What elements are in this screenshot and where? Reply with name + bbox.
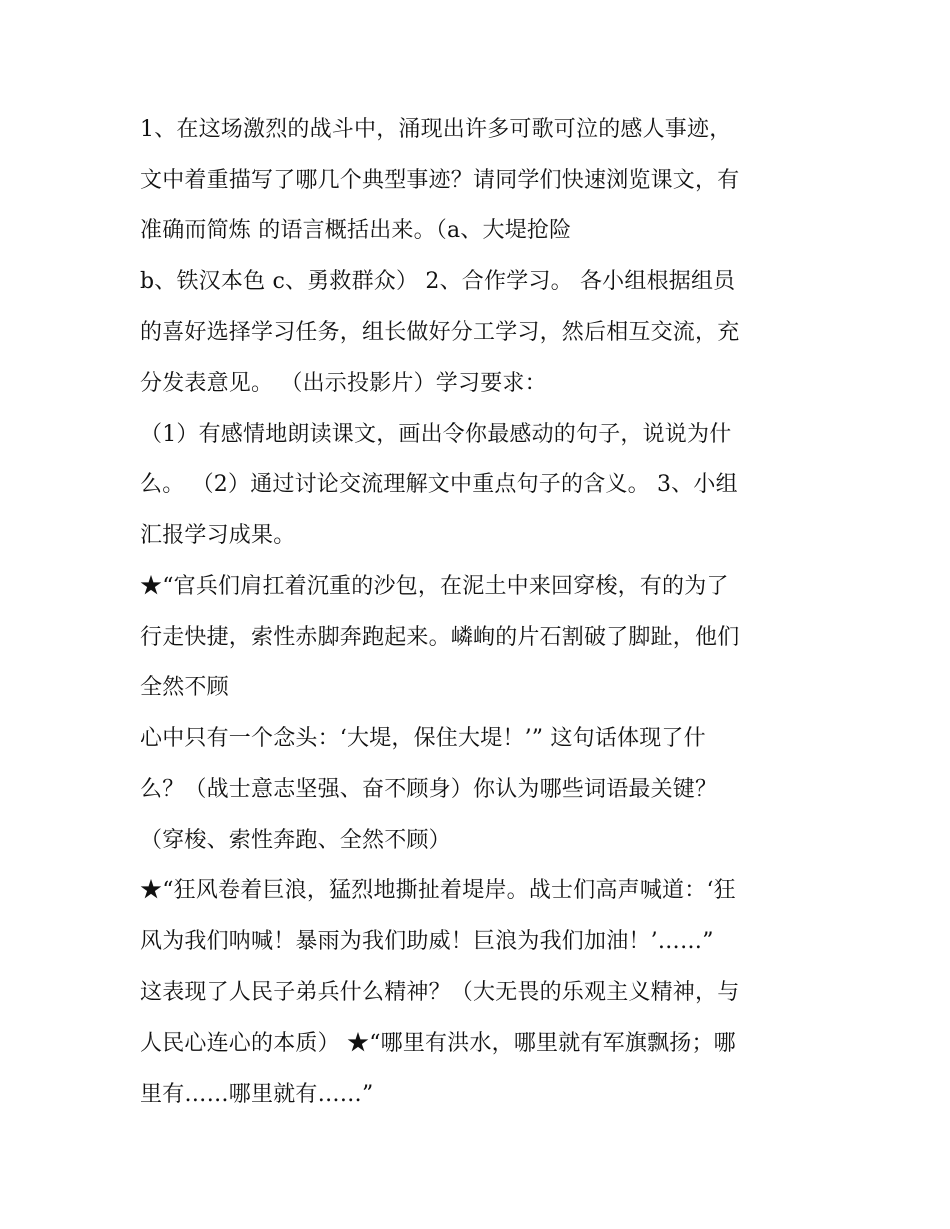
text-line: 准确而简炼 的语言概括出来。（a、大堤抢险 [140,218,572,243]
text-line: ★“狂风卷着巨浪，猛烈地撕扯着堤岸。战士们高声喊道：‘狂 [140,878,736,903]
text-line: 么。 （2）通过讨论交流理解文中重点句子的含义。 3、小组 [140,472,738,497]
text-line: 分发表意见。 （出示投影片）学习要求： [140,371,547,396]
text-line: 心中只有一个念头：‘大堤，保住大堤！’” 这句话体现了什 [140,726,706,751]
text-line: 全然不顾 [140,675,229,700]
text-line: ★“官兵们肩扛着沉重的沙包，在泥土中来回穿梭，有的为了 [140,574,729,599]
text-line: 风为我们呐喊！暴雨为我们助威！巨浪为我们加油！’……” [140,929,714,954]
text-line: b、铁汉本色 c、勇救群众） 2、合作学习。 各小组根据组员 [140,269,736,294]
text-line: 这表现了人民子弟兵什么精神？（大无畏的乐观主义精神，与 [140,980,740,1005]
text-line: 人民心连心的本质） ★“哪里有洪水，哪里就有军旗飘扬；哪 [140,1031,736,1056]
text-line: 汇报学习成果。 [140,523,296,548]
text-line: （穿梭、索性奔跑、全然不顾） [140,828,451,853]
text-line: 1、在这场激烈的战斗中，涌现出许多可歌可泣的感人事迹， [140,117,732,142]
text-line: 么？（战士意志坚强、奋不顾身）你认为哪些词语最关键？ [140,777,718,802]
text-line: 行走快捷，索性赤脚奔跑起来。嶙峋的片石割破了脚趾，他们 [140,625,740,650]
text-line: 里有……哪里就有……” [140,1082,374,1107]
text-line: （1）有感情地朗读课文，画出令你最感动的句子，说说为什 [140,422,732,447]
text-line: 文中着重描写了哪几个典型事迹？请同学们快速浏览课文，有 [140,168,740,193]
text-line: 的喜好选择学习任务，组长做好分工学习，然后相互交流，充 [140,320,740,345]
